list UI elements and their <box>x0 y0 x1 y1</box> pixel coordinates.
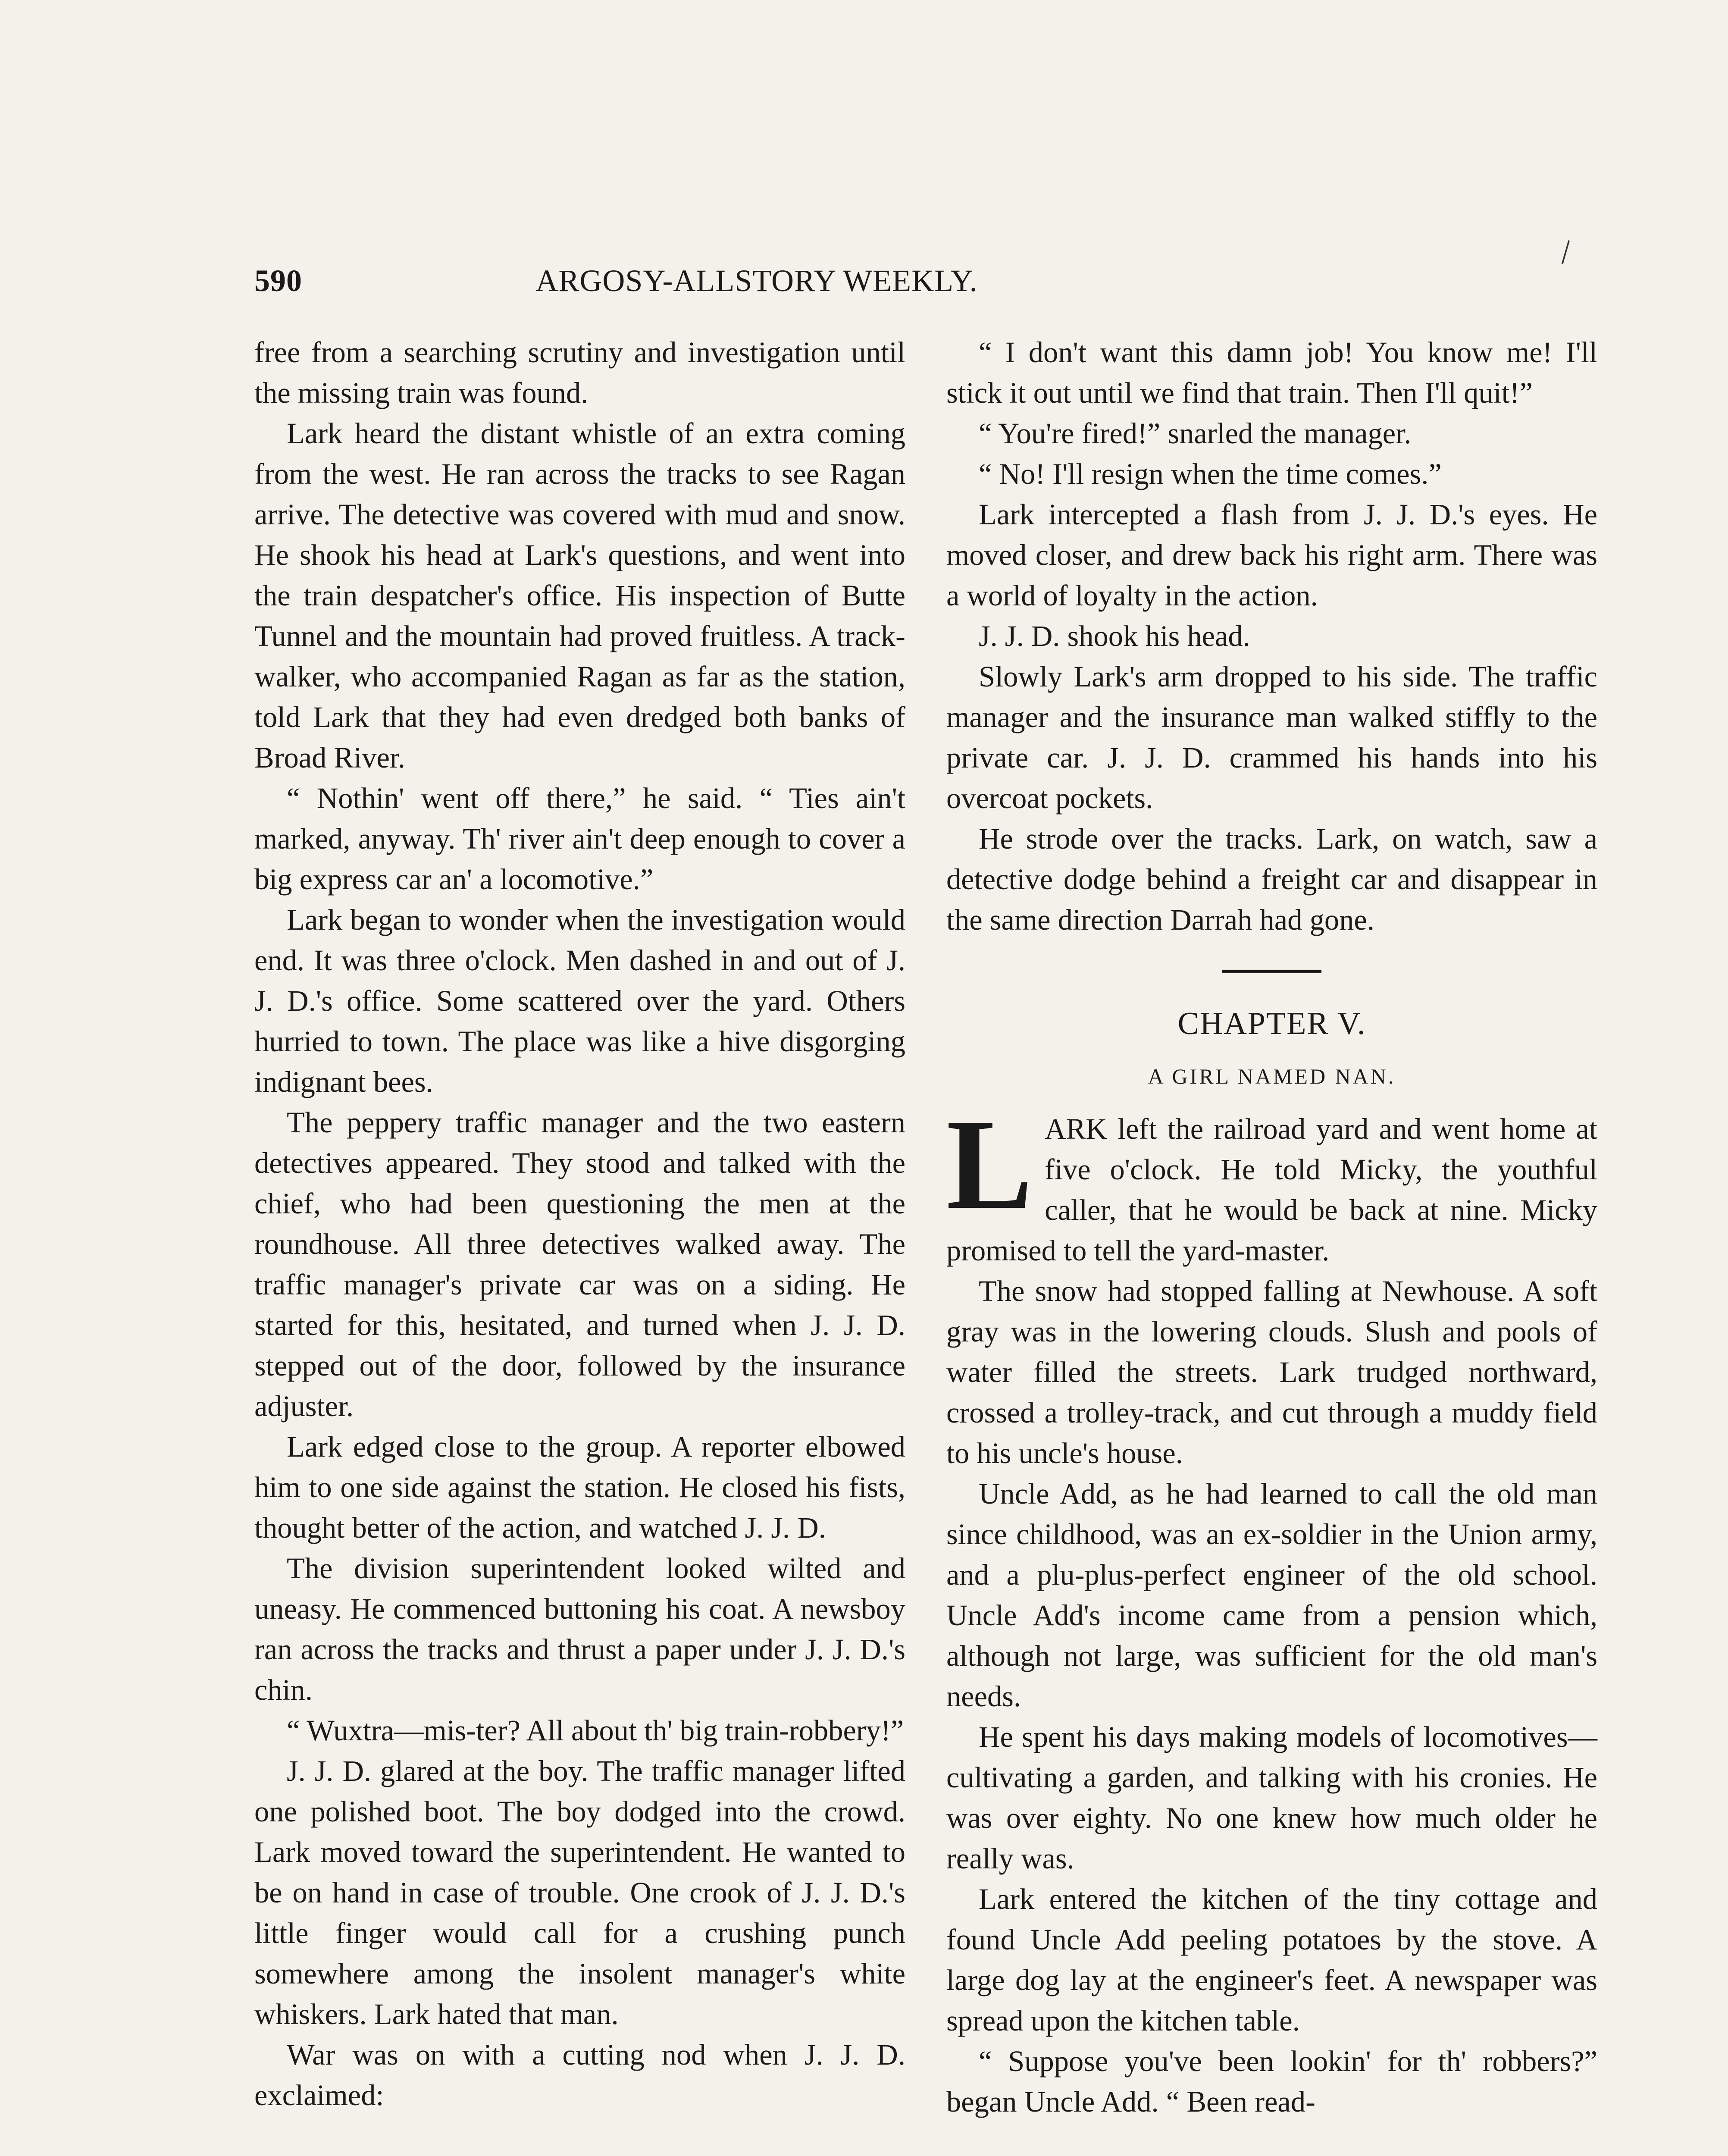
paragraph: War was on with a cutting nod when J. J. D. exclaimed: <box>254 2038 905 2112</box>
paragraph: The peppery traffic manager and the two eastern detectives appeared. They stood and talked with the chief, who had been questioning the men at the roundhouse. All three detectives walked away. The traffic manager's private car was on a siding. He started for this, hesitated, and turned when J. J. D. stepped out of the door, followed by the insurance adjuster. <box>254 1106 905 1423</box>
paragraph: Lark began to wonder when the investigation would end. It was three o'clock. Men dashed in and out of J. J. D.'s office. Some scattered over the yard. Others hurried to town. The place was like a hive disgorging indignant bees. <box>254 903 905 1098</box>
paragraph: The snow had stopped falling at Newhouse. A soft gray was in the lowering clouds. Slush and pools of water filled the streets. Lark trudged northward, crossed a trolley-track, and cut through a muddy field to his uncle's house. <box>946 1275 1597 1470</box>
paragraph: J. J. D. shook his head. <box>979 620 1250 652</box>
right-column <box>946 332 1597 2122</box>
paragraph: free from a searching scrutiny and investigation until the missing train was found. <box>254 336 905 409</box>
paragraph: He spent his days making models of locomotives—cultivating a garden, and talking with his cronies. He was over eighty. No one knew how much older he really was. <box>946 1720 1597 1875</box>
corner-mark: \ <box>1551 234 1581 271</box>
chapter-subtitle: A GIRL NAMED NAN. <box>1148 1064 1396 1088</box>
paragraph: “ You're fired!” snarled the manager. <box>979 417 1412 450</box>
paragraph: “ Wuxtra—mis-ter? All about th' big train-robbery!” <box>287 1714 904 1747</box>
chapter-opening-text: ARK left the railroad yard and went home at five o'clock. He told Micky, the youthful caller, that he would be back at nine. Micky promised to tell the yard-master. <box>946 1112 1597 1267</box>
chapter-title: CHAPTER V. <box>1177 1006 1366 1041</box>
paragraph: “ Nothin' went off there,” he said. “ Ties ain't marked, anyway. Th' river ain't deep enough to cover a big express car an' a locomotive.” <box>254 782 905 896</box>
chapter-opening-paragraph <box>946 1093 1597 1271</box>
paragraph: The division superintendent looked wilted and uneasy. He commenced buttoning his coat. A newsboy ran across the tracks and thrust a paper under J. J. D.'s chin. <box>254 1552 905 1706</box>
paragraph: “ Suppose you've been lookin' for th' robbers?” began Uncle Add. “ Been read- <box>946 2045 1597 2118</box>
paragraph: Uncle Add, as he had learned to call the old man since childhood, was an ex-soldier in the Union army, and a plu-plus-perfect engineer of the old school. Uncle Add's income came from a pension which, although not large, was sufficient for the old man's needs. <box>946 1477 1597 1713</box>
section-divider <box>1222 970 1321 973</box>
paragraph: Lark heard the distant whistle of an extra coming from the west. He ran across the tracks to see Ragan arrive. The detective was covered with mud and snow. He shook his head at Lark's questions, and went into the train despatcher's office. His inspection of Butte Tunnel and the mountain had proved fruitless. A track-walker, who accompanied Ragan as far as the station, told Lark that they had even dredged both banks of Broad River. <box>254 417 905 774</box>
paragraph: Lark edged close to the group. A reporter elbowed him to one side against the station. He closed his fists, thought better of the action, and watched J. J. D. <box>254 1430 905 1544</box>
paragraph: “ No! I'll resign when the time comes.” <box>979 458 1442 490</box>
paragraph: “ I don't want this damn job! You know me! I'll stick it out until we find that train. Then I'll quit!” <box>946 336 1597 409</box>
left-column <box>254 332 905 2115</box>
drop-cap: L <box>946 1093 1033 1236</box>
paragraph: Slowly Lark's arm dropped to his side. The traffic manager and the insurance man walked stiffly to the private car. J. J. D. crammed his hands into his overcoat pockets. <box>946 660 1597 815</box>
page-number: 590 <box>254 263 302 298</box>
paragraph: He strode over the tracks. Lark, on watch, saw a detective dodge behind a freight car and disappear in the same direction Darrah had gone. <box>946 822 1597 936</box>
running-head <box>254 263 1259 315</box>
paragraph: J. J. D. glared at the boy. The traffic manager lifted one polished boot. The boy dodged into the crowd. Lark moved toward the superintendent. He wanted to be on hand in case of trouble. One crook of J. J. D.'s little finger would call for a crushing punch somewhere among the insolent manager's white whiskers. Lark hated that man. <box>254 1755 905 2031</box>
paragraph: Lark intercepted a flash from J. J. D.'s eyes. He moved closer, and drew back his right arm. There was a world of loyalty in the action. <box>946 498 1597 612</box>
paragraph: Lark entered the kitchen of the tiny cottage and found Uncle Add peeling potatoes by the stove. A large dog lay at the engineer's feet. A newspaper was spread upon the kitchen table. <box>946 1883 1597 2037</box>
magazine-title: ARGOSY-ALLSTORY WEEKLY. <box>535 263 978 298</box>
